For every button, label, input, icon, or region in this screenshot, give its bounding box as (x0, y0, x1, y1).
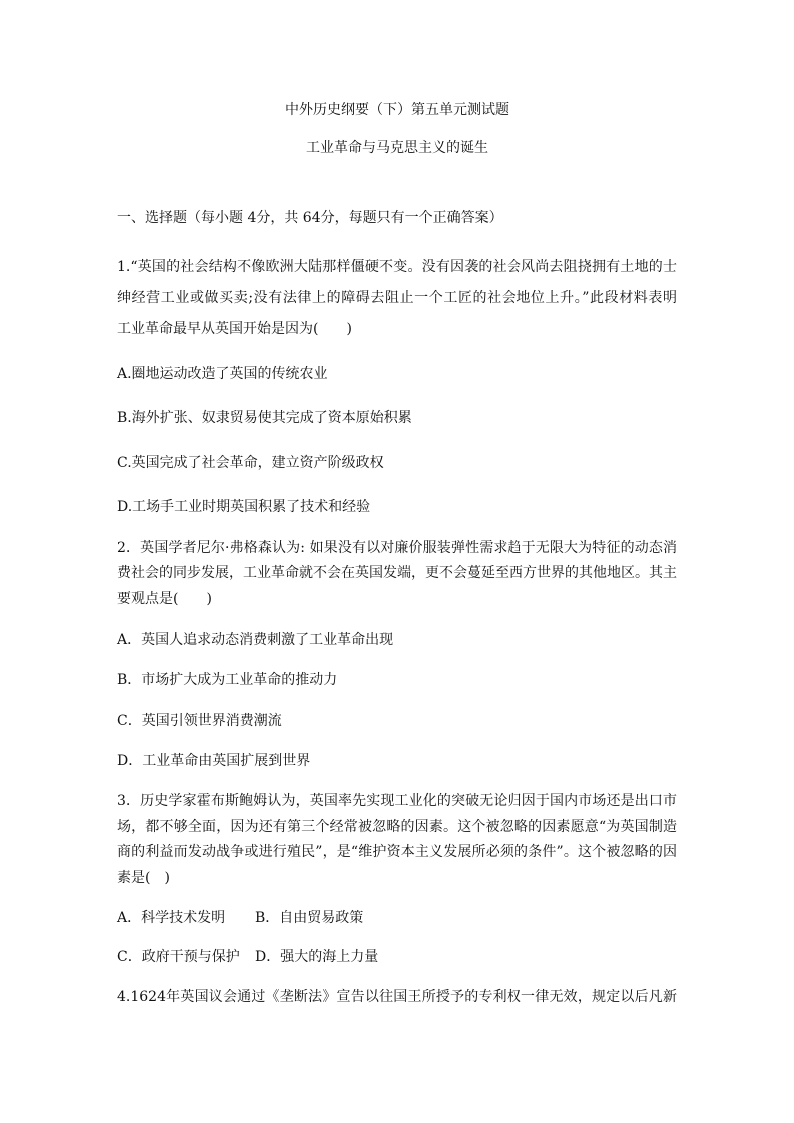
question-1-option-c: C.英国完成了社会革命，建立资产阶级政权 (117, 455, 384, 471)
question-3-line-4: 素是( ) (117, 870, 170, 886)
question-4-line-1: 4.1624年英国议会通过《垄断法》宣告以往国王所授予的专利权一律无效，规定以后凡新 (117, 989, 677, 1005)
question-3-options-row-2 (117, 946, 378, 966)
question-1-line-2: 绅经营工业或做买卖;没有法律上的障碍去阻止一个工匠的社会地位上升。”此段材料表明 (117, 290, 677, 306)
question-2-option-a: A．英国人追求动态消费刺激了工业革命出现 (117, 632, 394, 648)
question-3-line-1: 3．历史学家霍布斯鲍姆认为，英国率先实现工业化的突破无论归因于国内市场还是出口市 (117, 793, 677, 809)
question-2-option-d: D．工业革命由英国扩展到世界 (117, 753, 311, 769)
question-1-line-3: 工业革命最早从英国开始是因为( ) (117, 321, 352, 337)
document-subtitle: 工业革命与马克思主义的诞生 (306, 140, 488, 156)
question-1-option-d: D.工场手工业时期英国积累了技术和经验 (117, 499, 371, 515)
section-heading: 一、选择题（每小题 4分，共 64分，每题只有一个正确答案） (117, 210, 503, 226)
question-1-option-b: B.海外扩张、奴隶贸易使其完成了资本原始积累 (117, 410, 412, 426)
question-2-line-3: 要观点是( ) (117, 591, 212, 607)
question-3-options-row-1 (117, 907, 363, 927)
question-3-option-a: A．科学技术发明 (117, 910, 226, 926)
question-1-line-1: 1.“英国的社会结构不像欧洲大陆那样僵硬不变。没有因袭的社会风尚去阻挠拥有土地的士 (117, 259, 677, 275)
document-title: 中外历史纲要（下）第五单元测试题 (285, 102, 509, 118)
question-3-line-3: 商的利益而发动战争或进行殖民”，是“维护资本主义发展所必须的条件”。这个被忽略的因 (117, 844, 677, 860)
question-2-option-b: B．市场扩大成为工业革命的推动力 (117, 672, 338, 688)
question-3-option-b: B．自由贸易政策 (255, 910, 364, 926)
question-3-option-c: C．政府干预与保护 (117, 949, 240, 965)
question-2-line-2: 费社会的同步发展，工业革命就不会在英国发端，更不会蔓延至西方世界的其他地区。其主 (117, 565, 677, 581)
question-2-option-c: C．英国引领世界消费潮流 (117, 713, 282, 729)
question-2-line-1: 2．英国学者尼尔·弗格森认为: 如果没有以对廉价服装弹性需求趋于无限大为特征的动态消 (117, 540, 677, 556)
question-3-option-d: D．强大的海上力量 (255, 949, 379, 965)
question-1-option-a: A.圈地运动改造了英国的传统农业 (117, 366, 328, 382)
question-3-line-2: 场，都不够全面，因为还有第三个经常被忽略的因素。这个被忽略的因素愿意“为英国制造 (117, 819, 677, 835)
